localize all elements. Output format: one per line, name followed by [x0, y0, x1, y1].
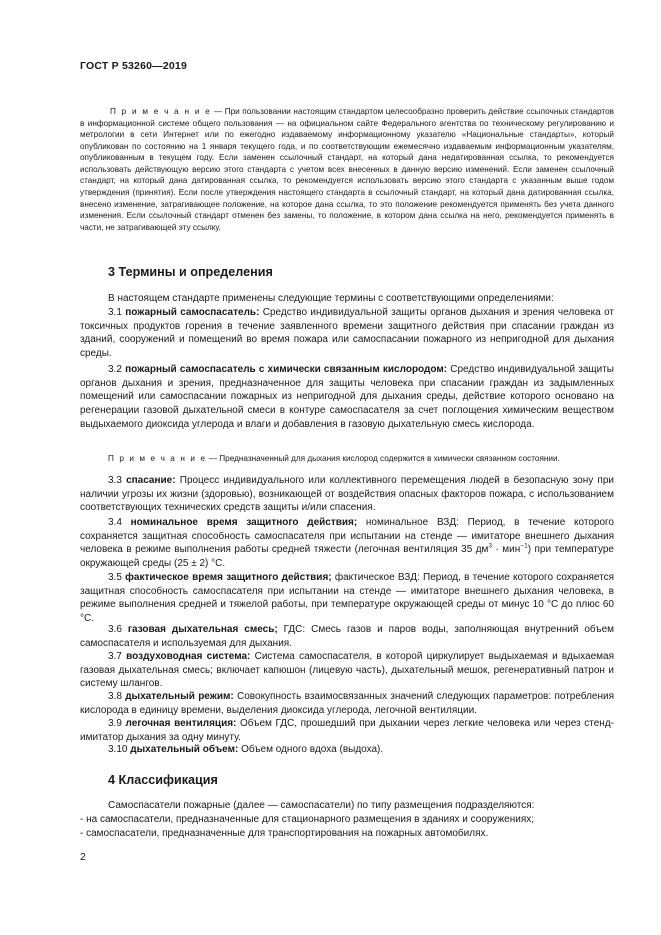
term-3-8 — [80, 690, 614, 717]
term-text: Объем одного вдоха (выдоха). — [238, 744, 384, 755]
term-3-1 — [80, 306, 614, 361]
term-3-4 — [80, 516, 614, 571]
term-text: Средство индивидуальной защиты органов дыхания и зрения, предназначенное для защиты человека при спасании граждан из задымленных помещений или самоспасании пожарных из непригодной для дыхания среды, действие которого основано на регенерации газовой дыхательной смеси в контуре самоспасателя за счет поглощения химическим веществом выдыхаемого диоксида углерода и влаги и добавления в газовую дыхательную смесь кислорода. — [80, 364, 614, 430]
term-name: дыхательный объем: — [130, 744, 239, 755]
standard-header: ГОСТ Р 53260—2019 — [80, 60, 188, 72]
page-number: 2 — [80, 851, 86, 863]
term-name: легочная вентиляция: — [125, 718, 237, 729]
term-text-a: номинальное ВЗД: Период, в течение которого сохраняется защитная способность самоспасателя при испытании на стенде — имитаторе внешнего дыхания человека в режиме выполнения работы средней тяжести (легочная вентиляция 35 дм — [80, 517, 614, 556]
term-text: Совокупность взаимосвязанных значений следующих параметров: потребления кислорода в единицу времени, выделения диоксида углерода, легочной вентиляции. — [80, 691, 614, 716]
section-3-intro: В настоящем стандарте применены следующие термины с соответствующими определениями: — [108, 293, 554, 304]
note-label: П р и м е ч а н и е — [108, 454, 207, 463]
term-3-5 — [80, 571, 614, 626]
term-num: 3.6 — [108, 624, 128, 635]
term-name: фактическое время защитного действия; — [125, 572, 332, 583]
term-num: 3.1 — [108, 307, 126, 318]
term-text-c: ) при температуре окружающей среды (25 ± 2) °С. — [80, 544, 614, 570]
term-3-9 — [80, 717, 614, 744]
term-name: газовая дыхательная смесь; — [127, 624, 278, 635]
term-num: 3.10 — [108, 744, 131, 755]
term-3-2 — [80, 363, 614, 432]
sup-minus-1: −1 — [520, 543, 528, 551]
term-num: 3.9 — [108, 718, 126, 729]
term-3-7 — [80, 650, 614, 691]
list-item: - на самоспасатели, предназначенные для стационарного размещения в зданиях и сооружениях; — [80, 814, 535, 825]
term-text: фактическое ВЗД: Период, в течение которого сохраняется защитная способность самоспасателя при испытании на стенде — имитаторе внешнего дыхания человека, в режиме выполнения средней и тяжелой работы, при температуре окружающей среды от минус 10 °С до плюс 60 °С. — [80, 572, 614, 625]
term-text: Система самоспасателя, в которой циркулирует выдыхаемая и вдыхаемая газовая дыхательная смесь; включает капюшон (лицевую часть), дыхательный мешок, регенеративный патрон и систему шлангов. — [80, 651, 614, 690]
term-name: дыхательный режим: — [125, 691, 234, 702]
note-text: — При пользовании настоящим стандартом целесообразно проверить действие ссылочных стандартов в информационной системе общего пользования — на официальном сайте Федерального агентства по техническому регулированию и метрологии в сети Интернет или по ежегодно издаваемому информационному указателю «Национальные стандарты», который опубликован по состоянию на 1 января текущего года, и по соответствующим ежемесячно издаваемым информационным указателям, опубликованным в текущем году. Если заменен ссылочный стандарт, на который дана недатированная ссылка, то рекомендуется использовать действующую версию этого стандарта с учетом всех внесенных в данную версию изменений. Если заменен ссылочный стандарт, на который дана датированная ссылка, то рекомендуется использовать версию этого стандарта с указанным выше годом утверждения (принятия). Если после утверждения настоящего стандарта в ссылочный стандарт, на который дана датированная ссылка, внесено изменение, затрагивающее положение, на которое дана ссылка, то это положение рекомендуется применять без учета данного изменения. Если ссылочный стандарт отменен без замены, то положение, в котором дана ссылка на него, рекомендуется применять в части, не затрагивающей эту ссылку. — [80, 107, 614, 232]
list-item: - самоспасатели, предназначенные для транспортирования на пожарных автомобилях. — [80, 828, 489, 839]
term-num: 3.2 — [108, 364, 126, 375]
term-text: Процесс индивидуального или коллективного перемещения людей в безопасную зону при наличии угрозы их жизни (здоровью), возникающей от воздействия опасных факторов пожара, с использованием соответствующих технических средств защиты и/или спасения. — [80, 475, 614, 514]
note-3-2 — [80, 453, 614, 464]
term-3-3 — [80, 474, 614, 515]
term-name: воздуховодная система: — [126, 651, 251, 662]
section-3-title: 3 Термины и определения — [108, 265, 273, 279]
intro-note — [80, 106, 614, 233]
term-text: ГДС: Смесь газов и паров воды, заполняющая внутренний объем самоспасателя и используемая для дыхания. — [80, 624, 615, 649]
term-name: пожарный самоспасатель с химически связанным кислородом: — [125, 364, 448, 375]
section-4-intro: Самоспасатели пожарные (далее — самоспасатели) по типу размещения подразделяются: — [108, 800, 535, 811]
term-name: пожарный самоспасатель: — [125, 307, 260, 318]
term-num: 3.7 — [108, 651, 127, 662]
sup-3: 3 — [488, 543, 493, 551]
term-num: 3.5 — [108, 572, 126, 583]
term-3-10 — [80, 743, 614, 757]
note-text: — Предназначенный для дыхания кислород содержится в химически связанном состоянии. — [206, 454, 560, 463]
term-num: 3.8 — [108, 691, 126, 702]
term-3-6 — [80, 623, 614, 650]
term-num: 3.3 — [108, 475, 127, 486]
section-4-title: 4 Классификация — [108, 773, 218, 787]
term-text: Объем ГДС, прошедший при дыхании через легкие человека или через стенд-имитатор дыхания за одну минуту. — [80, 718, 614, 743]
term-name: спасание: — [126, 475, 176, 486]
term-num: 3.4 — [108, 517, 131, 528]
note-label: П р и м е ч а н и е — [110, 107, 212, 117]
term-name: номинальное время защитного действия; — [130, 517, 358, 528]
term-text-b: · мин — [492, 544, 521, 556]
term-text: Средство индивидуальной защиты органов дыхания и зрения человека от токсичных продуктов горения в течение заявленного времени защитного действия при спасании граждан из зданий, сооружений и помещений во время пожара или самоспасании пожарного из непригодной для дыхания среды. — [80, 307, 615, 360]
